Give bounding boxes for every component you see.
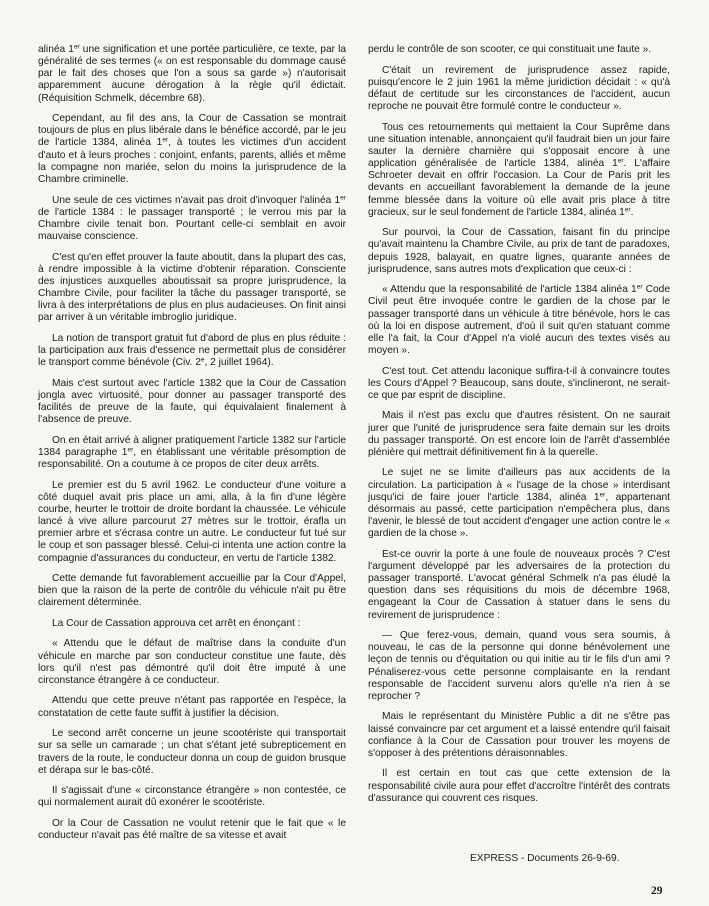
paragraph: Cette demande fut favorablement accueillie par la Cour d'Appel, bien que la raison de la perte de contrôle du véhicule n'ait pu être clairement déterminée. xyxy=(38,573,346,609)
paragraph: C'était un revirement de jurisprudence assez rapide, puisqu'encore le 2 juin 1961 la même juridiction décidait : « qu'à défaut de certitude sur les circonstances de l'accident, aucun reproche ne pouvait être formulé contre le conducteur ». xyxy=(368,64,670,113)
paragraph: Cependant, au fil des ans, la Cour de Cassation se montrait toujours de plus en plus libérale dans le bénéfice accordé, par le jeu de l'article 1384, alinéa 1er, à toutes les victimes d'un accident d'auto et à leurs proches : conjoint, enfants, parents, alliés et même la compagne non mariée, selon du moins la jurisprudence de la Chambre criminelle. xyxy=(38,113,346,185)
paragraph: La Cour de Cassation approuva cet arrêt en énonçant : xyxy=(52,617,301,629)
paragraph: Mais le représentant du Ministère Public a dit ne s'être pas laissé convaincre par cet argument et a laissé entendre qu'il faisait confiance à la Cour de Cassation pour trouver les moyens de s'opposer à des prétentions déraisonnables. xyxy=(368,711,670,759)
paragraph: Tous ces retournements qui mettaient la Cour Suprême dans une situation intenable, annonçaient qu'il faudrait bien un jour faire sauter la dernière charnière qui s'opposait encore à une application généralisée de l'article 1384, alinéa 1er. L'affaire Schroeter devait en offrir l'occasion. La Cour de Paris prit les devants en accueillant favorablement la demande de la jeune femme blessée dans la voiture où elle avait pris place à titre gracieux, sur le seul fondement de l'article 1384, alinéa 1er. xyxy=(368,121,671,218)
quote-paragraph: « Attendu que la responsabilité de l'article 1384 alinéa 1er Code Civil peut être invoquée contre le gardien de la chose par le passager transporté dans un véhicule à titre bénévole, hors le cas où la loi en dispose autrement, d'où il suit qu'en statuant comme elle l'a fait, la Cour d'Appel n'a violé aucun des textes visés au moyen ». xyxy=(368,283,671,356)
right-column xyxy=(368,44,670,813)
paragraph: Une seule de ces victimes n'avait pas droit d'invoquer l'alinéa 1er de l'article 1384 : le passager transporté ; le verrou mis par la Chambre civile tenait bon. Pourtant celle-ci semblait en avoir mauvaise conscience. xyxy=(38,194,346,242)
paragraph: Est-ce ouvrir la porte à une foule de nouveaux procès ? C'est l'argument développé par les adversaires de la protection du passager transporté. L'avocat général Schmelk n'a pas éludé la question dans ses réquisitions du mois de décembre 1968, engageant la Cour de Cassation à statuer dans le sens du revirement de jurisprudence : xyxy=(368,548,670,621)
paragraph: Il s'agissait d'une « circonstance étrangère » non contestée, ce qui normalement aurait dû exonérer le scootériste. xyxy=(38,785,346,809)
paragraph: Mais il n'est pas exclu que d'autres résistent. On ne saurait jurer que l'unité de jurisprudence sera faite demain sur les droits du passager transporté. On est encore loin de l'arrêt d'assemblée plénière qui mettrait définitivement fin à la querelle. xyxy=(368,410,670,458)
paragraph: Attendu que cette preuve n'étant pas rapportée en l'espèce, la constatation de cette faute suffit à justifier la décision. xyxy=(38,695,346,719)
source-citation: EXPRESS - Documents 26-9-69. xyxy=(470,853,620,864)
page-number: 29 xyxy=(651,885,663,897)
paragraph: C'est qu'en effet prouver la faute aboutit, dans la plupart des cas, à rendre impossible à la victime d'obtenir réparation. Consciente des injustices auxquelles aboutissait sa propre jurisprudence, la Chambre Civile, pour faciliter la tâche du passager transporté, se livra à des interprétations de plus en plus audacieuses. On finit ainsi par arriver à un véritable imbroglio juridique. xyxy=(38,251,346,324)
paragraph: La notion de transport gratuit fut d'abord de plus en plus réduite : la participation aux frais d'essence ne permettait plus de considérer le transport comme bénévole (Civ. 2e, 2 juillet 1964). xyxy=(38,332,346,369)
paragraph: Or la Cour de Cassation ne voulut retenir que le fait que « le conducteur n'avait pas été maître de sa vitesse et avait xyxy=(38,817,346,842)
paragraph: Le sujet ne se limite d'ailleurs pas aux accidents de la circulation. La participation à « l'usage de la chose » interdisant jusqu'ici de faire jouer l'article 1384, alinéa 1er, appartenant désormais au passé, cette participation n'empêchera plus, dans l'avenir, le blessé de tout accident d'engager une action contre le « gardien de la chose ». xyxy=(368,467,670,540)
paragraph: alinéa 1er une signification et une portée particulière, ce texte, par la généralité de ses termes (« on est responsable du dommage causé par le fait des choses que l'on a sous sa garde ») n'autorisait apparemment aucune dérogation à la règle qu'il édictait. (Réquisition Schmelk, décembre 68). xyxy=(38,43,347,104)
paragraph: Mais c'est surtout avec l'article 1382 que la Cour de Cassation jongla avec virtuosité, pour donner au passager transporté des facilités de preuve de la faute, qui équivalaient finalement à l'absence de preuve. xyxy=(38,377,346,426)
paragraph: Le premier est du 5 avril 1962. Le conducteur d'une voiture a côté duquel avait pris place un ami, alla, à la fin d'une légère courbe, heurter le trottoir de droite bordant la chaussée. Le véhicule lancé à vive allure parcourut 27 mètres sur le trottoir, érafla un premier arbre et s'écrasa contre un autre. Le conducteur fut tué sur le coup et son passager blessé. Celui-ci intenta une action contre la compagnie d'assurances du conducteur, en vertu de l'article 1382. xyxy=(38,479,346,564)
paragraph: On en était arrivé à aligner pratiquement l'article 1382 sur l'article 1384 paragraphe 1er, en établissant une véritable présomption de responsabilité. On a coutume à ce propos de citer deux arrêts. xyxy=(38,434,346,471)
left-column xyxy=(38,44,346,851)
paragraph: Sur pourvoi, la Cour de Cassation, faisant fin du principe qu'avait maintenu la Chambre Civile, au prix de tant de paradoxes, depuis 1928, balayait, en quatre lignes, quarante années de jurisprudence, sans autres mots d'explication que ceux-ci : xyxy=(368,227,670,275)
paragraph: perdu le contrôle de son scooter, ce qui constituait une faute ». xyxy=(368,44,652,55)
paragraph: Le second arrêt concerne un jeune scootériste qui transportait sur sa selle un camarade ; un chat s'étant jeté subrepticement en travers de la route, le conducteur donna un coup de guidon brusque et dérapa sur le bas-côté. xyxy=(38,728,346,776)
paragraph: Il est certain en tout cas que cette extension de la responsabilité civile aura pour effet d'accroître l'intérêt des contrats d'assurance qui couvrent ces risques. xyxy=(368,768,670,804)
paragraph: C'est tout. Cet attendu laconique suffira-t-il à convaincre toutes les Cours d'Appel ? Beaucoup, sans doute, s'inclineront, ne serait-ce que par esprit de discipline. xyxy=(368,365,670,401)
paragraph: — Que ferez-vous, demain, quand vous sera soumis, à nouveau, le cas de la personne qui donne bénévolement une leçon de tennis ou d'équitation ou qui initie au tir le fils d'un ami ? Pénaliserez-vous cette personne complaisante en la rendant responsable de l'accident survenu alors qu'elle n'a rien à se reprocher ? xyxy=(368,630,670,702)
quote-paragraph: « Attendu que le défaut de maîtrise dans la conduite d'un véhicule en marche par son conducteur constitue une faute, dès lors qu'il n'est pas démontré qu'il doit être imputé à une circonstance étrangère à ce conducteur. xyxy=(38,638,346,686)
